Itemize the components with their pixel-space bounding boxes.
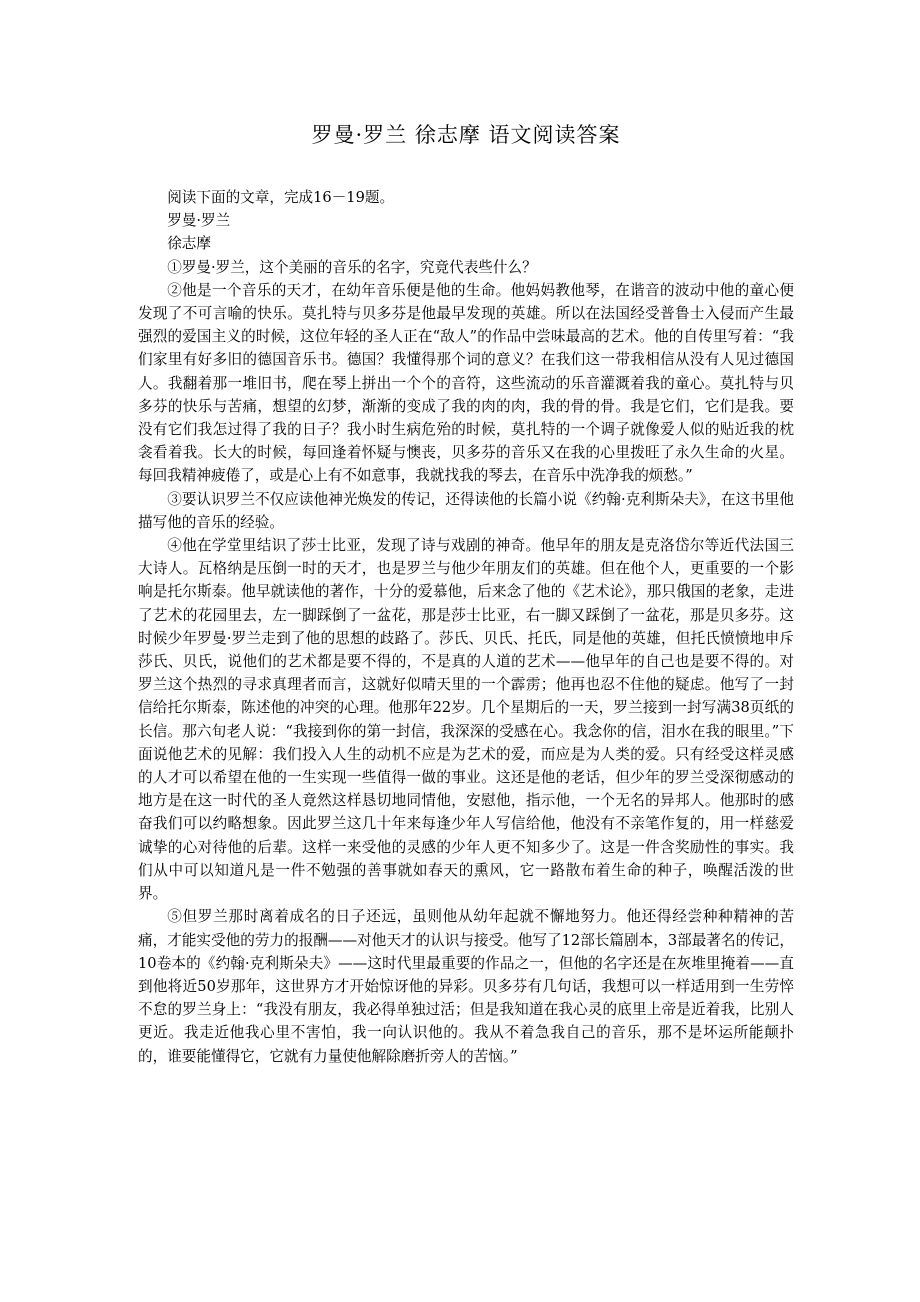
article-title: 罗曼·罗兰 bbox=[167, 212, 231, 230]
document-title: 罗曼·罗兰 徐志摩 语文阅读答案 bbox=[311, 123, 621, 147]
paragraph-3: ③要认识罗兰不仅应读他神光焕发的传记，还得读他的长篇小说《约翰·克利斯朵夫》，在这书里他描写他的音乐的经验。 bbox=[138, 490, 794, 531]
paragraph-2: ②他是一个音乐的天才，在幼年音乐便是他的生命。他妈妈教他琴，在谐音的波动中他的童心便发现了不可言喻的快乐。莫扎特与贝多芬是他最早发现的英雄。所以在法国经受普鲁士入侵而产生最强烈的爱国主义的时候，这位年轻的圣人正在“敌人”的作品中尝味最高的艺术。他的自传里写着：“我们家里有好多旧的德国音乐书。德国？我懂得那个词的意义？在我们这一带我相信从没有人见过德国人。我翻着那一堆旧书，爬在琴上拼出一个个的音符，这些流动的乐音灌溉着我的童心。莫扎特与贝多芬的快乐与苦痛，想望的幻梦，渐渐的变成了我的肉的肉，我的骨的骨。我是它们，它们是我。要没有它们我怎过得了我的日子？我小时生病危殆的时候，莫扎特的一个调子就像爱人似的贴近我的枕衾看着我。长大的时候，每回逢着怀疑与懊丧，贝多芬的音乐又在我的心里拨旺了永久生命的火星。每回我精神疲倦了，或是心上有不如意事，我就找我的琴去，在音乐中洗净我的烦愁。” bbox=[138, 281, 794, 485]
document-body bbox=[138, 186, 794, 1068]
paragraph-5: ⑤但罗兰那时离着成名的日子还远，虽则他从幼年起就不懈地努力。他还得经尝种种精神的苦痛，才能实受他的劳力的报酬——对他天才的认识与接受。他写了12部长篇剧本，3部最著名的传记，10卷本的《约翰·克利斯朵夫》——这时代里最重要的作品之一，但他的名字还是在灰堆里掩着——直到他将近50岁那年，这世界方才开始惊讶他的异彩。贝多芬有几句话，我想可以一样适用到一生劳悴不怠的罗兰身上：“我没有朋友，我必得单独过活；但是我知道在我心灵的底里上帝是近着我，比别人更近。我走近他我心里不害怕，我一向认识他的。我从不着急我自己的音乐，那不是坏运所能颠扑的，谁要能懂得它，它就有力量使他解除磨折旁人的苦恼。” bbox=[138, 908, 794, 1065]
paragraph-4: ④他在学堂里结识了莎士比亚，发现了诗与戏剧的神奇。他早年的朋友是克洛岱尔等近代法国三大诗人。瓦格纳是压倒一时的天才，也是罗兰与他少年朋友们的英雄。但在他个人，更重要的一个影响是托尔斯泰。他早就读他的著作，十分的爱慕他，后来念了他的《艺术论》，那只俄国的老象，走进了艺术的花园里去，左一脚踩倒了一盆花，那是莎士比亚，右一脚又踩倒了一盆花，那是贝多芬。这时候少年罗曼·罗兰走到了他的思想的歧路了。莎氏、贝氏、托氏，同是他的英雄，但托氏愤愤地申斥莎氏、贝氏，说他们的艺术都是要不得的，不是真的人道的艺术——他早年的自己也是要不得的。对罗兰这个热烈的寻求真理者而言，这就好似晴天里的一个霹雳；他再也忍不住他的疑虑。他写了一封信给托尔斯泰，陈述他的冲突的心理。他那年22岁。几个星期后的一天，罗兰接到一封写满38页纸的长信。那六旬老人说：“我接到你的第一封信，我深深的受感在心。我念你的信，泪水在我的眼里。”下面说他艺术的见解：我们投入人生的动机不应是为艺术的爱，而应是为人类的爱。只有经受这样灵感的人才可以希望在他的一生实现一些值得一做的事业。这还是他的老话，但少年的罗兰受深彻感动的地方是在这一时代的圣人竟然这样恳切地同情他，安慰他，指示他，一个无名的异邦人。他那时的感奋我们可以约略想象。因此罗兰这几十年来每逢少年人写信给他，他没有不亲笔作复的，用一样慈爱诚挚的心对待他的后辈。这样一来受他的灵感的少年人更不知多少了。这是一件含奖励性的事实。我们从中可以知道凡是一件不勉强的善事就如春天的熏风，它一路散布着生命的种子，唤醒活泼的世界。 bbox=[138, 537, 794, 903]
instruction-line: 阅读下面的文章，完成16－19题。 bbox=[167, 189, 395, 206]
article-author: 徐志摩 bbox=[167, 235, 211, 253]
document-page bbox=[138, 118, 794, 1068]
paragraph-1: ①罗曼·罗兰，这个美丽的音乐的名字，究竟代表些什么？ bbox=[167, 258, 537, 276]
